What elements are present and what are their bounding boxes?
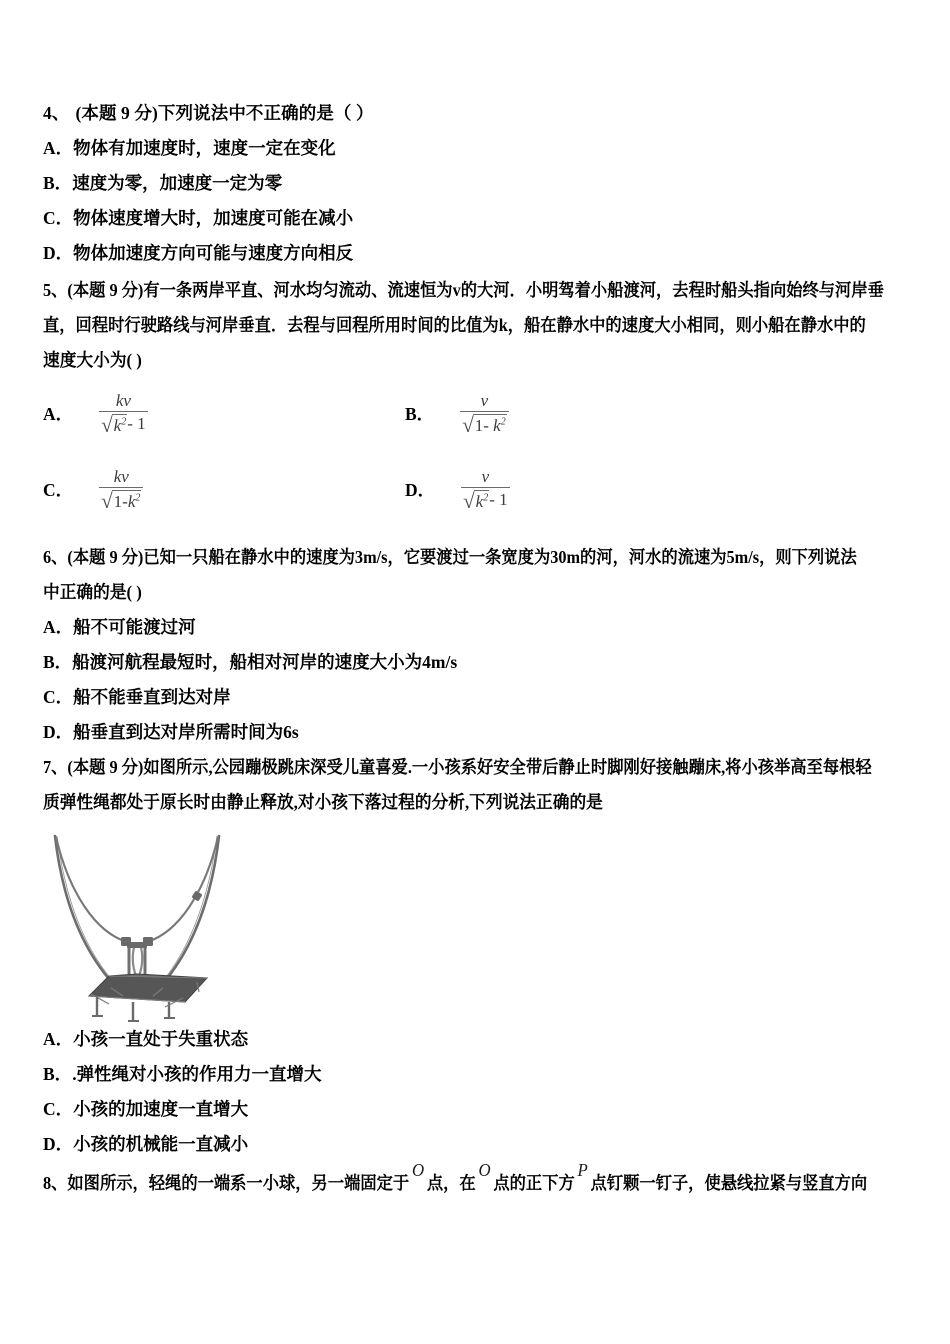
option-label: A．	[43, 138, 74, 158]
option-label: A．	[43, 617, 74, 637]
question-7	[43, 750, 911, 1162]
option-label: D．	[43, 1134, 74, 1154]
question-7-stem-line-2	[43, 785, 872, 820]
radicand: $k^2$	[113, 415, 127, 435]
question-7-option-c[interactable]	[43, 1092, 911, 1127]
question-5-option-a[interactable]	[43, 392, 148, 435]
fraction-numerator: kv	[115, 391, 131, 410]
question-8-number: 8、	[43, 1173, 68, 1193]
radicand: 1- $k^2$	[474, 415, 506, 435]
point-label-o-1: O	[411, 1160, 425, 1180]
fraction-numerator: v	[480, 391, 489, 410]
option-label: D．	[43, 722, 74, 742]
question-5-stem-text-1: 有一条两岸平直、河水均匀流动、流速恒为v的大河．小明驾着小船渡河，去程时船头指向始终与河岸垂	[143, 280, 884, 300]
option-text: 物体有加速度时，速度一定在变化	[73, 138, 336, 158]
option-label: D．	[405, 480, 436, 501]
radical-tail: - 1	[489, 489, 508, 509]
fraction-kv-over-sqrt-k2-minus-1	[99, 392, 148, 435]
question-5-stem-text-2: 直，回程时行驶路线与河岸垂直．去程与回程所用时间的比值为k，船在静水中的速度大小相同，则小船在静水中的	[43, 315, 866, 335]
question-8-stem-part-2: 点，在	[426, 1173, 476, 1193]
question-6-number: 6、	[43, 547, 68, 567]
radical-icon	[463, 490, 489, 512]
question-8	[43, 1160, 911, 1201]
question-6-stem-text-2: 中正确的是( )	[43, 582, 142, 602]
option-label: C．	[43, 480, 74, 501]
radicand: $1-k^2$	[113, 491, 141, 511]
question-5-stem-line-3	[43, 343, 872, 378]
question-6-option-a[interactable]	[43, 610, 911, 645]
question-5-option-b[interactable]	[405, 392, 509, 435]
question-6-marks: (本题 9 分)	[67, 547, 144, 567]
question-4-option-b[interactable]	[43, 166, 911, 201]
question-5-options-row-1	[43, 378, 911, 454]
radical-icon	[101, 490, 141, 512]
question-4-option-c[interactable]	[43, 201, 911, 236]
question-7-marks: (本题 9 分)	[67, 757, 144, 777]
bungee-trampoline-figure	[47, 826, 277, 1022]
fraction-kv-over-sqrt-1-minus-k2	[99, 468, 143, 511]
question-4-stem-text: 下列说法中不正确的是（ ）	[157, 103, 374, 123]
question-5-marks: (本题 9 分)	[67, 280, 144, 300]
radical-sign: √	[462, 412, 474, 437]
option-label: C．	[43, 208, 74, 228]
option-label: A．	[43, 404, 74, 425]
fraction-denominator	[99, 488, 143, 512]
question-7-option-a[interactable]	[43, 1022, 911, 1057]
question-6-stem-text-1: 已知一只船在静水中的速度为3m/s，它要渡过一条宽度为30m的河，河水的流速为5m/s，则下列说法	[143, 547, 857, 567]
fraction-denominator	[460, 412, 509, 436]
radical-icon	[101, 414, 127, 436]
option-text: .弹性绳对小孩的作用力一直增大	[72, 1064, 322, 1084]
question-7-stem-line-1	[43, 750, 872, 785]
option-label: C．	[43, 1099, 74, 1119]
radicand: $k^2$	[475, 491, 489, 511]
question-8-stem-part-4: 点钉颗一钉子，使悬线拉紧与竖直方向	[590, 1173, 868, 1193]
question-4-option-a[interactable]	[43, 131, 911, 166]
fraction-v-over-sqrt-k2-minus-1	[461, 468, 510, 511]
fraction-denominator	[461, 488, 510, 512]
question-8-stem-part-1: 如图所示，轻绳的一端系一小球，另一端固定于	[67, 1173, 410, 1193]
question-8-stem-part-3: 点的正下方	[493, 1173, 575, 1193]
radical-tail: - 1	[127, 413, 146, 433]
option-text: 物体加速度方向可能与速度方向相反	[73, 243, 354, 263]
option-label: A．	[43, 1029, 74, 1049]
option-text: 船不可能渡过河	[73, 617, 196, 637]
option-text: 船渡河航程最短时，船相对河岸的速度大小为4m/s	[72, 652, 458, 672]
radical-sign: √	[101, 488, 113, 513]
question-4	[43, 96, 911, 271]
question-5-stem-text-3: 速度大小为( )	[43, 350, 142, 370]
question-4-marks: (本题 9 分)	[75, 103, 158, 123]
radical-icon	[462, 414, 507, 436]
question-5-options-row-2	[43, 454, 911, 540]
question-6-stem-line-1	[43, 540, 857, 575]
option-label: B．	[43, 1064, 73, 1084]
question-7-stem-text-2: 质弹性绳都处于原长时由静止释放,对小孩下落过程的分析,下列说法正确的是	[43, 792, 603, 812]
option-text: 小孩的机械能一直减小	[73, 1134, 249, 1154]
question-6-option-d[interactable]	[43, 715, 911, 750]
question-7-number: 7、	[43, 757, 68, 777]
question-5-number: 5、	[43, 280, 68, 300]
option-text: 船垂直到达对岸所需时间为6s	[73, 722, 299, 742]
question-4-number: 4、	[43, 103, 70, 123]
option-text: 速度为零，加速度一定为零	[72, 173, 283, 193]
radical-sign: √	[463, 488, 475, 513]
question-4-option-d[interactable]	[43, 236, 911, 271]
point-label-p: P	[577, 1160, 588, 1180]
option-text: 船不能垂直到达对岸	[73, 687, 231, 707]
point-label-o-2: O	[478, 1160, 491, 1180]
question-5-option-d[interactable]	[405, 468, 510, 511]
question-6-option-c[interactable]	[43, 680, 911, 715]
question-7-option-d[interactable]	[43, 1127, 911, 1162]
option-label: C．	[43, 687, 74, 707]
question-7-figure-wrap	[43, 826, 911, 1022]
exam-content	[43, 96, 911, 1201]
question-7-stem-text-1: 如图所示,公园蹦极跳床深受儿童喜爱.一小孩系好安全带后静止时脚刚好接触蹦床,将小孩举高至每根轻	[143, 757, 872, 777]
question-6	[43, 540, 911, 750]
option-label: D．	[43, 243, 74, 263]
question-5	[43, 273, 911, 540]
fraction-v-over-sqrt-1-minus-k2	[460, 392, 509, 435]
fraction-numerator: kv	[113, 467, 129, 486]
question-8-stem	[43, 1160, 868, 1201]
question-5-stem-line-2	[43, 308, 866, 343]
option-text: 物体速度增大时，加速度可能在减小	[73, 208, 354, 228]
fraction-denominator	[99, 412, 148, 436]
option-label: B．	[43, 173, 73, 193]
option-text: 小孩一直处于失重状态	[73, 1029, 249, 1049]
question-6-stem-line-2	[43, 575, 872, 610]
option-text: 小孩的加速度一直增大	[73, 1099, 249, 1119]
question-5-stem-line-1	[43, 273, 884, 308]
question-5-option-c[interactable]	[43, 468, 143, 511]
question-7-option-b[interactable]	[43, 1057, 911, 1092]
option-label: B．	[43, 652, 73, 672]
fraction-numerator: v	[481, 467, 490, 486]
radical-sign: √	[101, 412, 113, 437]
option-label: B．	[405, 404, 435, 425]
question-4-stem	[43, 96, 911, 131]
question-6-option-b[interactable]	[43, 645, 911, 680]
